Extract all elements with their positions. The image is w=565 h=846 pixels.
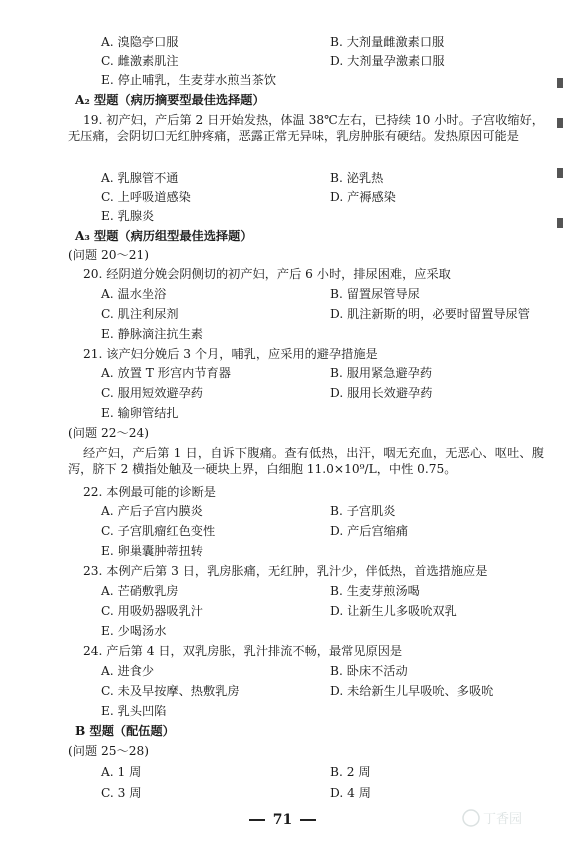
text-line-l08: A. 乳腺管不通 bbox=[101, 171, 179, 185]
text-line-l05: E. 停止哺乳，生麦芽水煎当茶饮 bbox=[101, 73, 277, 87]
text-line-l01: A. 溴隐亭口服 bbox=[101, 35, 179, 49]
text-line-l25: D. 服用长效避孕药 bbox=[330, 386, 433, 400]
text-line-l31: B. 子宫肌炎 bbox=[330, 504, 396, 518]
text-line-l04: D. 大剂量孕激素口服 bbox=[330, 54, 445, 68]
text-line-l42: A. 进食少 bbox=[101, 664, 155, 678]
text-line-l34: E. 卵巢囊肿蒂扭转 bbox=[101, 544, 203, 558]
text-line-l15: 20. 经阴道分娩会阴侧切的初产妇，产后 6 小时，排尿困难，应采取 bbox=[83, 267, 451, 281]
page-number-dash-left bbox=[249, 819, 265, 821]
text-line-l44: C. 未及早按摩、热敷乳房 bbox=[101, 684, 240, 698]
page-edge-marks bbox=[555, 78, 563, 268]
text-line-l27: (问题 22～24) bbox=[68, 426, 149, 440]
text-line-l37: B. 生麦芽煎汤喝 bbox=[330, 584, 420, 598]
text-line-l40: E. 少喝汤水 bbox=[101, 624, 167, 638]
text-line-l43: B. 卧床不活动 bbox=[330, 664, 408, 678]
text-line-l52: D. 4 周 bbox=[330, 786, 371, 800]
text-line-l29: 22. 本例最可能的诊断是 bbox=[83, 485, 216, 499]
text-line-l12: E. 乳腺炎 bbox=[101, 209, 155, 223]
text-line-l22: A. 放置 T 形宫内节育器 bbox=[101, 366, 231, 380]
text-line-l10: C. 上呼吸道感染 bbox=[101, 190, 191, 204]
text-line-l16: A. 温水坐浴 bbox=[101, 287, 167, 301]
text-line-l35: 23. 本例产后第 3 日，乳房胀痛，无红肿，乳汁少，伴低热，首选措施应是 bbox=[83, 564, 488, 578]
text-line-l51: C. 3 周 bbox=[101, 786, 142, 800]
text-line-l47: B 型题（配伍题） bbox=[75, 724, 175, 738]
text-line-l26: E. 输卵管结扎 bbox=[101, 406, 179, 420]
text-line-l48: (问题 25～28) bbox=[68, 744, 149, 758]
text-line-l24: C. 服用短效避孕药 bbox=[101, 386, 203, 400]
text-line-l36: A. 芒硝敷乳房 bbox=[101, 584, 179, 598]
page-number-text: 71 bbox=[272, 812, 293, 828]
text-line-l33: D. 产后宫缩痛 bbox=[330, 524, 409, 538]
text-line-l06: A₂ 型题（病历摘要型最佳选择题） bbox=[75, 93, 265, 107]
text-line-l32: C. 子宫肌瘤红色变性 bbox=[101, 524, 216, 538]
text-line-l50: B. 2 周 bbox=[330, 765, 371, 779]
text-line-l49: A. 1 周 bbox=[101, 765, 142, 779]
text-line-l20: E. 静脉滴注抗生素 bbox=[101, 327, 203, 341]
text-line-l30: A. 产后子宫内膜炎 bbox=[101, 504, 203, 518]
page-number-dash-right bbox=[300, 819, 316, 821]
text-line-l45: D. 未给新生儿早吸吮、多吸吮 bbox=[330, 684, 494, 698]
text-line-l18: C. 肌注利尿剂 bbox=[101, 307, 179, 321]
paragraph-p22: 经产妇，产后第 1 日，自诉下腹痛。查有低热，出汗，咽无充血，无恶心、呕吐、腹泻，脐下 2 横指处触及一硬块上界，白细胞 11.0×10⁹/L，中性 0.75。 bbox=[68, 446, 544, 476]
text-line-l46: E. 乳头凹陷 bbox=[101, 704, 167, 718]
text-line-l14: (问题 20～21) bbox=[68, 248, 149, 262]
text-line-l11: D. 产褥感染 bbox=[330, 190, 396, 204]
text-line-l13: A₃ 型题（病历组型最佳选择题） bbox=[75, 229, 253, 243]
watermark-logo bbox=[461, 806, 549, 830]
text-line-l03: C. 雌激素肌注 bbox=[101, 54, 179, 68]
watermark-text: 丁香园 bbox=[483, 812, 523, 827]
text-line-l23: B. 服用紧急避孕药 bbox=[330, 366, 433, 380]
text-line-l21: 21. 该产妇分娩后 3 个月，哺乳，应采用的避孕措施是 bbox=[83, 347, 378, 361]
text-line-l19: D. 肌注新斯的明，必要时留置导尿管 bbox=[330, 307, 530, 321]
text-line-l02: B. 大剂量雌激素口服 bbox=[330, 35, 445, 49]
paragraph-p19: 19. 初产妇，产后第 2 日开始发热，体温 38℃左右，已持续 10 小时。子宫收缩好，无压痛，会阴切口无红肿疼痛，恶露正常无异味，乳房肿胀有硬结。发热原因可能是 bbox=[68, 113, 544, 143]
text-line-l09: B. 泌乳热 bbox=[330, 171, 384, 185]
text-line-l38: C. 用吸奶器吸乳汁 bbox=[101, 604, 203, 618]
text-line-l41: 24. 产后第 4 日，双乳房胀，乳汁排流不畅，最常见原因是 bbox=[83, 644, 403, 658]
text-line-l39: D. 让新生儿多吸吮双乳 bbox=[330, 604, 457, 618]
text-line-l17: B. 留置尿管导尿 bbox=[330, 287, 420, 301]
